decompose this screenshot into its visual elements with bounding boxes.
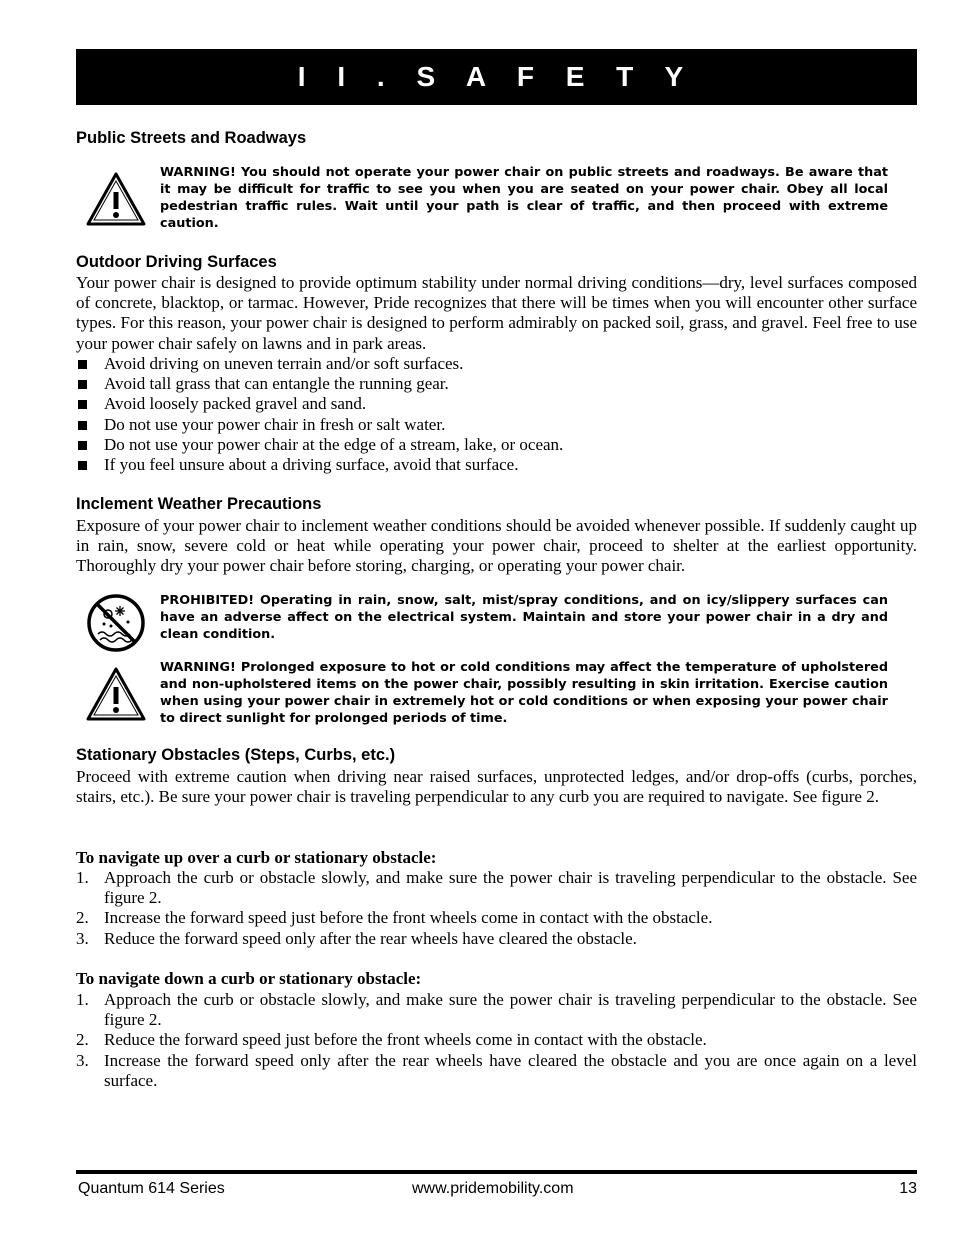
bullet-text: Avoid loosely packed gravel and sand. <box>104 394 367 414</box>
step-number: 2. <box>76 1030 89 1050</box>
list-item <box>76 354 917 374</box>
step-number: 3. <box>76 928 89 948</box>
square-bullet-icon <box>78 360 87 369</box>
section-banner: I I . S A F E T Y <box>76 49 917 105</box>
list-item <box>76 455 917 475</box>
step-number: 3. <box>76 1050 89 1070</box>
list-item <box>76 868 917 908</box>
navigate-down-title: To navigate down a curb or stationary obstacle: <box>76 969 422 988</box>
bullet-text: Do not use your power chair at the edge of a stream, lake, or ocean. <box>104 434 564 454</box>
weather-paragraph: Exposure of your power chair to inclement weather conditions should be avoided whenever possible. If suddenly caught up in rain, snow, severe cold or heat while operating your power chair, proceed to shelter at the earliest opportunity. Thoroughly dry your power chair before storing, charging, or operating your power chair. <box>76 516 917 576</box>
warning-text-weather: WARNING! Prolonged exposure to hot or cold conditions may affect the temperature of upholstered and non-upholstered items on the power chair, possibly resulting in skin irritation. Exercise caution when using your power chair in extremely hot or cold conditions or when exposing your power chair to direct sunlight for prolonged periods of time. <box>160 660 888 726</box>
square-bullet-icon <box>78 441 87 450</box>
outdoor-paragraph: Your power chair is designed to provide optimum stability under normal driving conditions—dry, level surfaces composed of concrete, blacktop, or tarmac. However, Pride recognizes that there will be times when you will encounter other surface types. For this reason, your power chair is designed to perform admirably on packed soil, grass, and gravel. Feel free to use your power chair safely on lawns and in park areas. <box>76 273 917 353</box>
square-bullet-icon <box>78 421 87 430</box>
step-text: Approach the curb or obstacle slowly, and make sure the power chair is traveling perpendicular to the obstacle. See figure 2. <box>104 868 917 908</box>
warning-text-streets: WARNING! You should not operate your power chair on public streets and roadways. Be aware that it may be difficult for traffic to see you when you are seated on your power chair. Obey all local pedestrian traffic rules. Wait until your path is clear of traffic, and then proceed with extreme caution. <box>160 165 888 231</box>
obstacles-paragraph: Proceed with extreme caution when driving near raised surfaces, unprotected ledges, and/or drop-offs (curbs, porches, stairs, etc.). Be sure your power chair is traveling perpendicular to any curb you are required to navigate. See figure 2. <box>76 767 917 807</box>
prohibited-text-weather: PROHIBITED! Operating in rain, snow, salt, mist/spray conditions, and on icy/slippery surfaces can have an adverse affect on the electrical system. Maintain and store your power chair in a dry and clean condition. <box>160 593 888 642</box>
navigate-up-steps <box>76 868 917 949</box>
warning-triangle-icon <box>84 663 148 725</box>
prohibited-weather-icon <box>84 592 148 654</box>
footer-series-name: Quantum 614 Series <box>78 1180 225 1197</box>
footer-divider <box>76 1170 917 1174</box>
list-item <box>76 990 917 1030</box>
step-text: Approach the curb or obstacle slowly, and make sure the power chair is traveling perpendicular to the obstacle. See figure 2. <box>104 990 917 1030</box>
list-item <box>76 394 917 414</box>
step-number: 1. <box>76 868 89 887</box>
step-number: 1. <box>76 990 89 1009</box>
footer-website-link[interactable]: www.pridemobility.com <box>412 1180 574 1197</box>
step-number: 2. <box>76 908 89 928</box>
list-item <box>76 415 917 435</box>
step-text: Increase the forward speed just before the front wheels come in contact with the obstacle. <box>104 908 713 928</box>
step-text: Reduce the forward speed only after the rear wheels have cleared the obstacle. <box>104 928 637 948</box>
navigate-up-title: To navigate up over a curb or stationary obstacle: <box>76 848 437 867</box>
heading-stationary-obstacles: Stationary Obstacles (Steps, Curbs, etc.) <box>76 746 396 764</box>
heading-public-streets: Public Streets and Roadways <box>76 129 307 147</box>
list-item <box>76 929 917 949</box>
page-number: 13 <box>899 1180 917 1197</box>
square-bullet-icon <box>78 400 87 409</box>
list-item <box>76 1051 917 1091</box>
square-bullet-icon <box>78 380 87 389</box>
warning-triangle-icon <box>84 168 148 230</box>
step-text: Increase the forward speed only after the rear wheels have cleared the obstacle and you are once again on a level surface. <box>104 1050 917 1090</box>
outdoor-bullet-list <box>76 354 917 475</box>
navigate-down-steps <box>76 990 917 1091</box>
square-bullet-icon <box>78 461 87 470</box>
bullet-text: Avoid driving on uneven terrain and/or soft surfaces. <box>104 354 464 373</box>
list-item <box>76 1030 917 1050</box>
list-item <box>76 374 917 394</box>
heading-outdoor-surfaces: Outdoor Driving Surfaces <box>76 253 277 271</box>
list-item <box>76 435 917 455</box>
step-text: Reduce the forward speed just before the front wheels come in contact with the obstacle. <box>104 1030 707 1050</box>
bullet-text: Do not use your power chair in fresh or salt water. <box>104 414 446 434</box>
list-item <box>76 908 917 928</box>
bullet-text: If you feel unsure about a driving surface, avoid that surface. <box>104 455 519 475</box>
bullet-text: Avoid tall grass that can entangle the running gear. <box>104 374 449 394</box>
heading-inclement-weather: Inclement Weather Precautions <box>76 495 322 513</box>
